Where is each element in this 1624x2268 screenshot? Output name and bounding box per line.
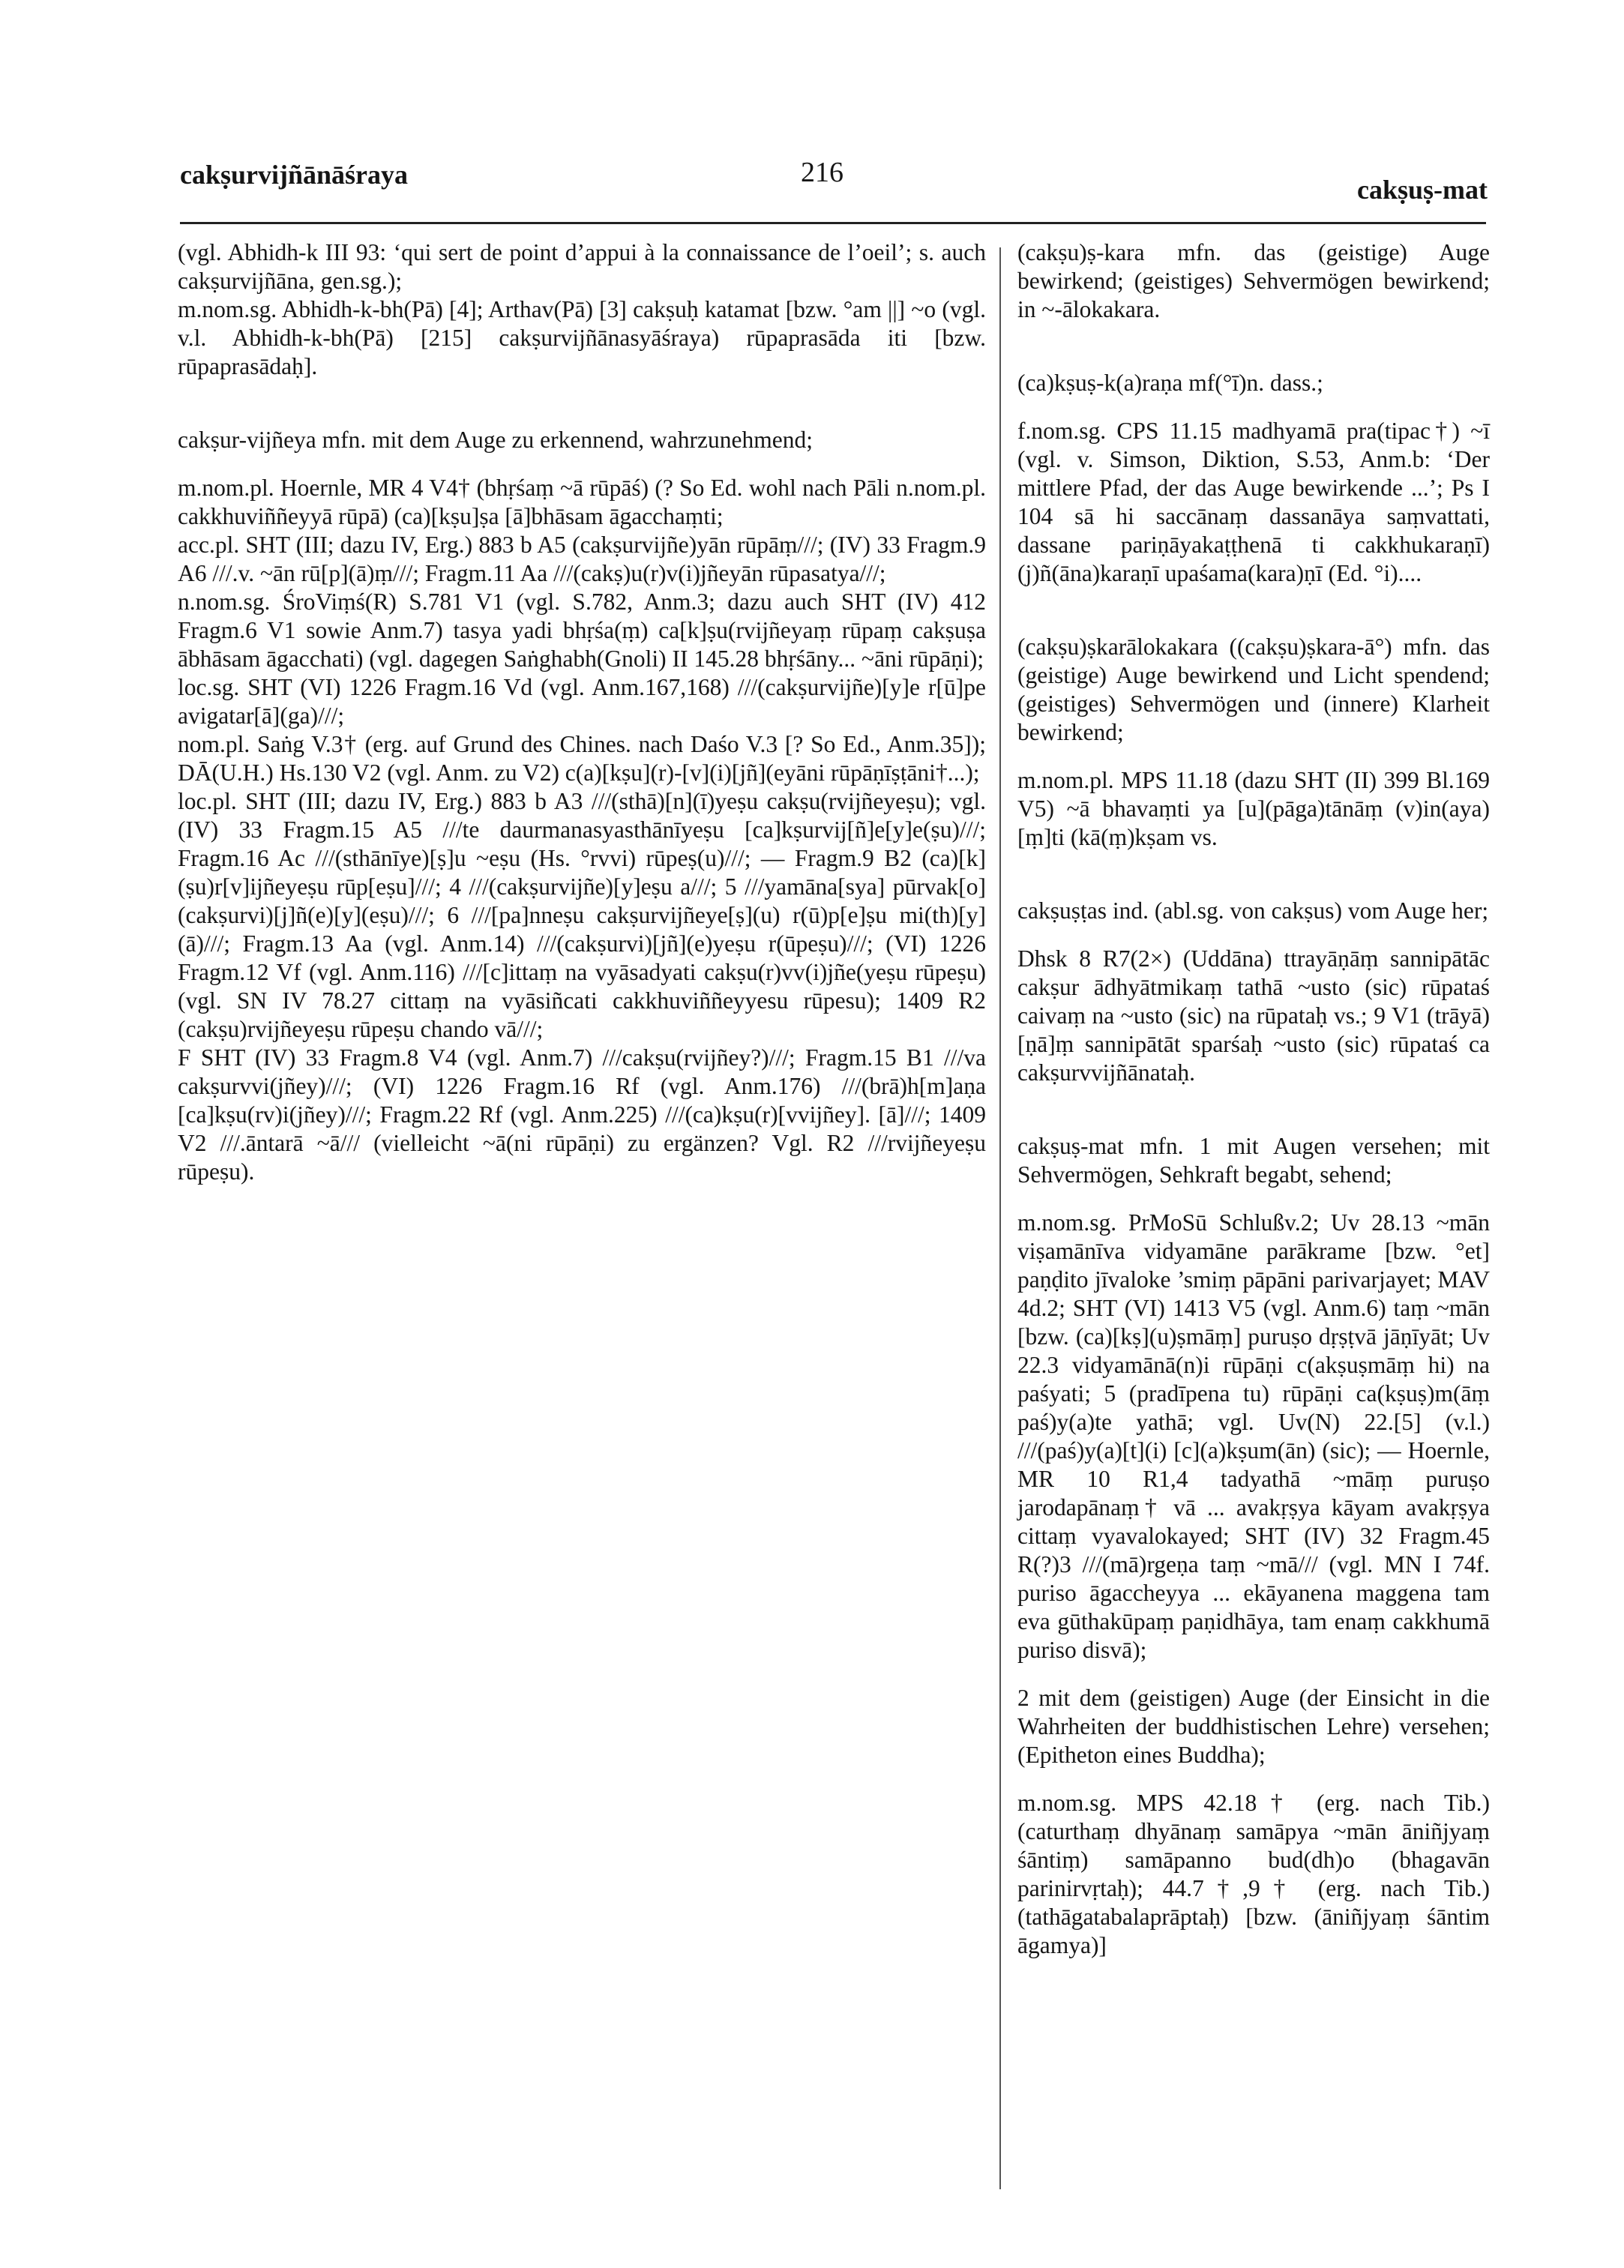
paragraph: nom.pl. Saṅg V.3† (erg. auf Grund des Chines. nach Daśo V.3 [? So Ed., Anm.35]); DĀ(U.H.) Hs.130 V2 (vgl. Anm. zu V2) c(a)[kṣu](r)-[v](i)[jñ](eyāni rūpāṇīṣṭāni†...); xyxy=(178,731,986,786)
paragraph: m.nom.pl. MPS 11.18 (dazu SHT (II) 399 Bl.169 V5) ~ā bhavaṃti ya [u](pāga)tānāṃ (v)in(aya)[ṃ]ti (kā(ṃ)kṣam vs. xyxy=(1017,767,1490,850)
entry-heading: cakṣuṣ-mat mfn. 1 mit Augen versehen; mit Sehvermögen, Sehkraft begabt, sehend; xyxy=(1017,1133,1490,1188)
right-column xyxy=(1017,238,1490,1960)
entry-heading: (ca)kṣuṣ-k(a)raṇa mf(°ī)n. dass.; xyxy=(1017,370,1323,396)
entry-heading: (cakṣu)ṣkarālokakara ((cakṣu)ṣkara-ā°) mfn. das (geistige) Auge bewirkend und Licht spendend; (geistiges) Sehvermögen und (innere) Klarheit bewirkend; xyxy=(1017,634,1490,745)
paragraph: m.nom.sg. Abhidh-k-bh(Pā) [4]; Arthav(Pā) [3] cakṣuḥ katamat [bzw. °am ||] ~o (vgl. v.l. Abhidh-k-bh(Pā) [215] cakṣurvijñānasyāśraya) rūpaprasāda iti [bzw. rūpaprasādaḥ]. xyxy=(178,296,986,379)
running-head-right: cakṣuṣ-mat xyxy=(1356,175,1488,205)
paragraph: F SHT (IV) 33 Fragm.8 V4 (vgl. Anm.7) ///cakṣu(rvijñey?)///; Fragm.15 B1 ///va cakṣurvvi(jñey)///; (VI) 1226 Fragm.16 Rf (vgl. Anm.176) ///(brā)h[m]aṇa [ca]kṣu(rv)i(jñey)///; Fragm.22 Rf (vgl. Anm.225) ///(ca)kṣu(r)[vvijñey]. [ā]///; 1409 V2 ///.āntarā ~ā/// (vielleicht ~ā(ni rūpāṇi) zu ergänzen? Vgl. R2 ///rvijñeyeṣu rūpeṣu). xyxy=(178,1044,986,1185)
column-divider xyxy=(999,247,1001,2189)
entry-heading: (cakṣu)ṣ-kara mfn. das (geistige) Auge bewirkend; (geistiges) Sehvermögen bewirkend; in ~-ālokakara. xyxy=(1017,239,1490,322)
paragraph: m.nom.sg. PrMoSū Schlußv.2; Uv 28.13 ~mān viṣamānīva vidyamāne parākrame [bzw. °et] paṇḍito jīvaloke ’smiṃ pāpāni parivarjayet; MAV 4d.2; SHT (VI) 1413 V5 (vgl. Anm.6) taṃ ~mān [bzw. (ca)[kṣ](u)ṣmāṃ] puruṣo dṛṣṭvā jāṇīyāt; Uv 22.3 vidyamānā(n)i rūpāṇi c(akṣuṣmāṃ hi) na paśyati; 5 (pradīpena tu) rūpāṇi ca(kṣuṣ)m(āṃ paś)y(a)te yathā; vgl. Uv(N) 22.[5] (v.l.) ///(paś)y(a)[t](i) [c](a)kṣum(ān) (sic); — Hoernle, MR 10 R1,4 tadyathā ~māṃ puruṣo jarodapānaṃ† vā ... avakṛṣya kāyam avakṛṣya cittaṃ vyavalokayed; SHT (IV) 32 Fragm.45 R(?)3 ///(mā)rgeṇa taṃ ~mā/// (vgl. MN I 74f. puriso āgaccheyya ... ekāyanena maggena tam eva gūthakūpaṃ paṇidhāya, tam enaṃ cakkhumā puriso disvā); xyxy=(1017,1209,1490,1663)
entry-heading: cakṣuṣṭas ind. (abl.sg. von cakṣus) vom Auge her; xyxy=(1017,897,1489,924)
paragraph: m.nom.sg. MPS 42.18† (erg. nach Tib.) (caturthaṃ dhyānaṃ samāpya ~mān āniñjyaṃ śāntiṃ) samāpanno bud(dh)o (bhagavān parinirvṛtaḥ); 44.7†,9† (erg. nach Tib.) (tathāgatabalaprāptaḥ) [bzw. (āniñjyaṃ śāntim āgamya)] xyxy=(1017,1790,1490,1958)
paragraph: acc.pl. SHT (III; dazu IV, Erg.) 883 b A5 (cakṣurvijñe)yān rūpāṃ///; (IV) 33 Fragm.9 A6 ///.v. ~ān rū[p](ā)ṃ///; Fragm.11 Aa ///(cakṣ)u(r)v(i)jñeyān rūpasatya///; xyxy=(178,532,986,586)
left-column xyxy=(178,238,986,1186)
entry-heading: cakṣur-vijñeya mfn. mit dem Auge zu erkennend, wahrzunehmend; xyxy=(178,427,813,453)
page-number: 216 xyxy=(801,157,843,188)
paragraph: f.nom.sg. CPS 11.15 madhyamā pra(tipac†) ~ī (vgl. v. Simson, Diktion, S.53, Anm.b: ‘Der mittlere Pfad, der das Auge bewirkende ...’; Ps I 104 sā hi saccānaṃ dassanāya saṃvattati, dassane pariṇāyakaṭṭhenā ti cakkhukaraṇī) (j)ñ(āna)karaṇī upaśama(kara)ṇī (Ed. °i).... xyxy=(1017,418,1490,586)
paragraph: n.nom.sg. ŚroViṃś(R) S.781 V1 (vgl. S.782, Anm.3; dazu auch SHT (IV) 412 Fragm.6 V1 sowie Anm.7) tasya yadi bhṛśa(ṃ) ca[k]ṣu(rvijñeyaṃ rūpaṃ cakṣuṣa ābhāsam āgacchati) (vgl. dagegen Saṅghabh(Gnoli) II 145.28 bhṛśāny... ~āni rūpāṇi); xyxy=(178,589,986,672)
paragraph: Dhsk 8 R7(2×) (Uddāna) ttrayāṇāṃ sannipātāc cakṣur ādhyātmikaṃ tathā ~usto (sic) rūpataś caivaṃ na ~usto (sic) na rūpataḥ vs.; 9 V1 (trāyā)[ṇā]ṃ sannipātāt sparśaḥ ~usto (sic) rūpataś ca cakṣurvvijñānataḥ. xyxy=(1017,945,1490,1086)
paragraph: loc.sg. SHT (VI) 1226 Fragm.16 Vd (vgl. Anm.167,168) ///(cakṣurvijñe)[y]e r[ū]pe avigatar[ā](ga)///; xyxy=(178,674,986,729)
paragraph: 2 mit dem (geistigen) Auge (der Einsicht in die Wahrheiten der buddhistischen Lehre) versehen; (Epitheton eines Buddha); xyxy=(1017,1685,1490,1768)
paragraph: (vgl. Abhidh-k III 93: ‘qui sert de point d’appui à la connaissance de l’oeil’; s. auch cakṣurvijñāna, gen.sg.); xyxy=(178,239,986,294)
paragraph: loc.pl. SHT (III; dazu IV, Erg.) 883 b A3 ///(sthā)[n](ī)yeṣu cakṣu(rvijñeyeṣu); vgl. (IV) 33 Fragm.15 A5 ///te daurmanasyasthānīyeṣu [ca]kṣurvij[ñ]e[y]e(ṣu)///; Fragm.16 Ac ///(sthānīye)[ṣ]u ~eṣu (Hs. °rvvi) rūpeṣ(u)///; — Fragm.9 B2 (ca)[k](ṣu)r[v]ijñeyeṣu rūp[eṣu]///; 4 ///(cakṣurvijñe)[y]eṣu a///; 5 ///yamāna[sya] pūrvak[o] (cakṣurvi)[j]ñ(e)[y](eṣu)///; 6 ///[pa]nneṣu cakṣurvijñeye[ṣ](u) r(ū)p[e]ṣu mi(th)[y](ā)///; Fragm.13 Aa (vgl. Anm.14) ///(cakṣurvi)[jñ](e)yeṣu r(ūpeṣu)///; (VI) 1226 Fragm.12 Vf (vgl. Anm.116) ///[c]ittaṃ na vyāsadyati cakṣu(r)vv(i)jñe(yeṣu rūpeṣu) (vgl. SN IV 78.27 cittaṃ na vyāsiñcati cakkhuviññeyyesu rūpesu); 1409 R2 (cakṣu)rvijñeyeṣu rūpeṣu chando vā///; xyxy=(178,788,986,1042)
running-head-left: cakṣurvijñānāśraya xyxy=(180,160,409,190)
paragraph: m.nom.pl. Hoernle, MR 4 V4† (bhṛśaṃ ~ā rūpāś) (? So Ed. wohl nach Pāli n.nom.pl. cakkhuviññeyyā rūpā) (ca)[kṣu]ṣa [ā]bhāsam āgacchaṃti; xyxy=(178,475,986,529)
header-rule xyxy=(180,222,1486,224)
